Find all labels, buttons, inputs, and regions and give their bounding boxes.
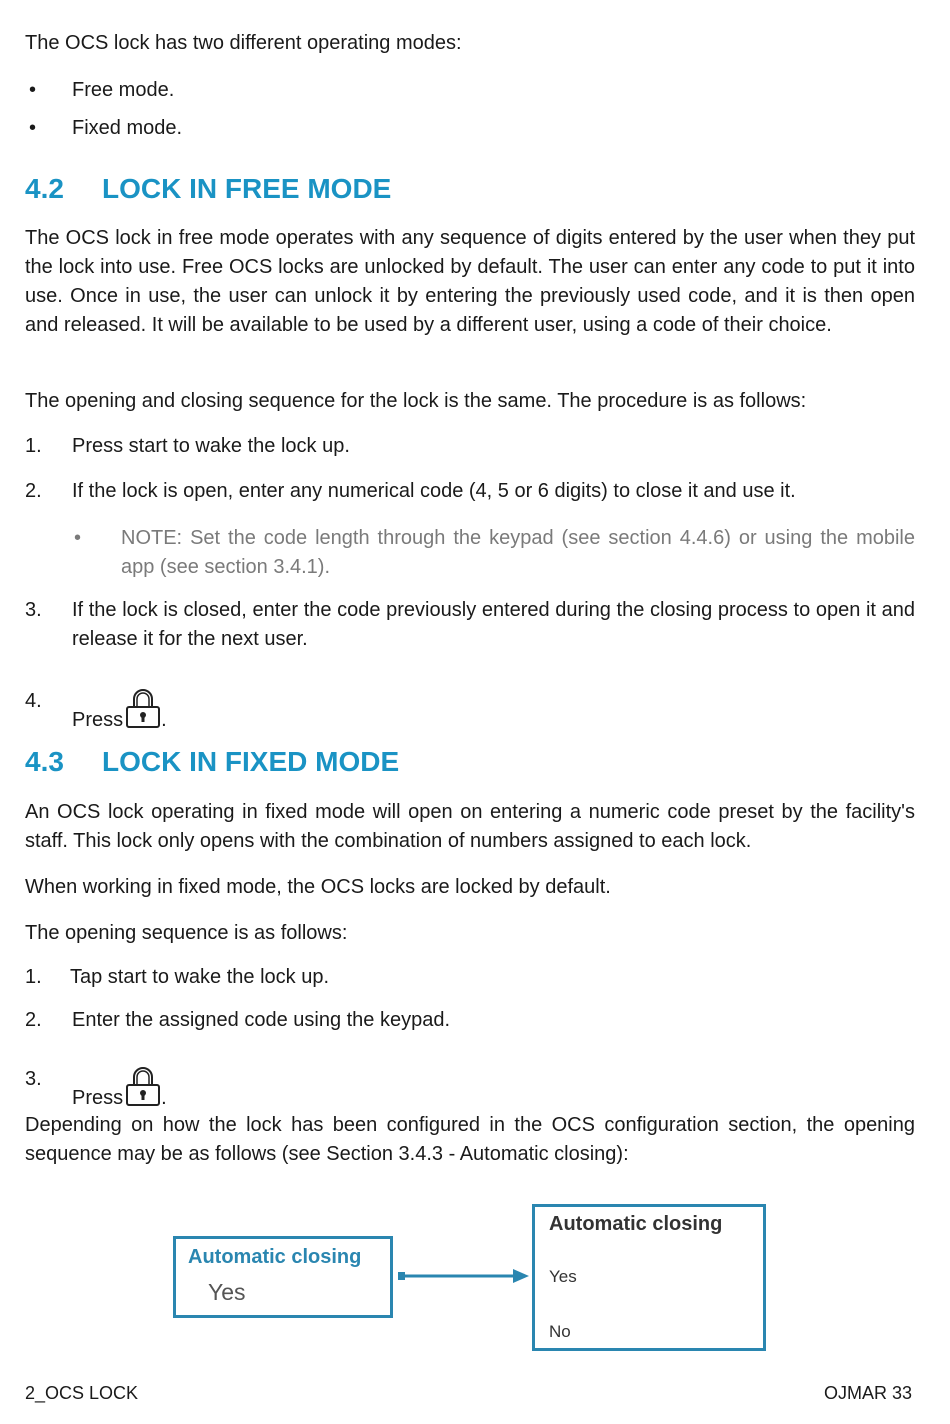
lock-icon — [125, 1065, 161, 1116]
bullet-icon: • — [74, 527, 82, 549]
automatic-closing-options-box — [532, 1204, 766, 1351]
list-item: 2. Enter the assigned code using the keypad. — [25, 1009, 451, 1031]
automatic-closing-collapsed-box — [173, 1236, 393, 1318]
list-item: 1. Tap start to wake the lock up. — [25, 966, 330, 988]
bullet-icon: • — [29, 117, 37, 139]
list-item: 3. If the lock is closed, enter the code previously entered during the closing process to open it and release it for the next user. — [25, 599, 915, 650]
arrow-right-icon — [397, 1266, 532, 1286]
footer-left: 2_OCS LOCK — [25, 1383, 139, 1403]
automatic-closing-intro: Depending on how the lock has been configured in the OCS configuration section, the opening sequence may be as follows (see Section 3.4.3 - Automatic closing): — [25, 1114, 915, 1165]
list-item: 4. Press . — [25, 687, 915, 738]
automatic-closing-value: Yes — [208, 1279, 246, 1305]
bullet-icon: • — [29, 79, 37, 101]
automatic-closing-label: Automatic closing — [188, 1246, 362, 1268]
list-item: 2. If the lock is open, enter any numerical code (4, 5 or 6 digits) to close it and use it. — [25, 480, 796, 502]
intro-text: The OCS lock has two different operating modes: — [25, 32, 462, 54]
free-mode-procedure-intro: The opening and closing sequence for the lock is the same. The procedure is as follows: — [25, 390, 807, 412]
fixed-mode-procedure-intro: The opening sequence is as follows: — [25, 922, 348, 944]
note: • NOTE: Set the code length through the keypad (see section 4.4.6) or using the mobile app (see section 3.4.1). — [72, 524, 915, 582]
free-mode-paragraph: The OCS lock in free mode operates with any sequence of digits entered by the user when they put the lock into use. Free OCS locks are unlocked by default. The user can enter any code to put it into use. Once in use, the user can unlock it by entering the previously used code, and it is then open and released. It will be available to be used by a different user, using a code of their choice. — [25, 227, 915, 336]
list-item: 1. Press start to wake the lock up. — [25, 435, 350, 457]
section-heading-fixed-mode: 4.3 LOCK IN FIXED MODE — [25, 746, 400, 777]
option-yes: Yes — [549, 1267, 577, 1286]
lock-icon — [125, 687, 161, 738]
fixed-mode-paragraph: An OCS lock operating in fixed mode will open on entering a numeric code preset by the facility's staff. This lock only opens with the combination of numbers assigned to each lock. — [25, 801, 915, 852]
fixed-mode-default-text: When working in fixed mode, the OCS locks are locked by default. — [25, 876, 611, 898]
section-heading-free-mode: 4.2 LOCK IN FREE MODE — [25, 173, 392, 204]
list-item: 3. Press . — [25, 1065, 915, 1116]
footer-page-number: OJMAR 33 — [823, 1383, 912, 1403]
option-no: No — [549, 1322, 571, 1341]
automatic-closing-options-title: Automatic closing — [549, 1213, 723, 1235]
